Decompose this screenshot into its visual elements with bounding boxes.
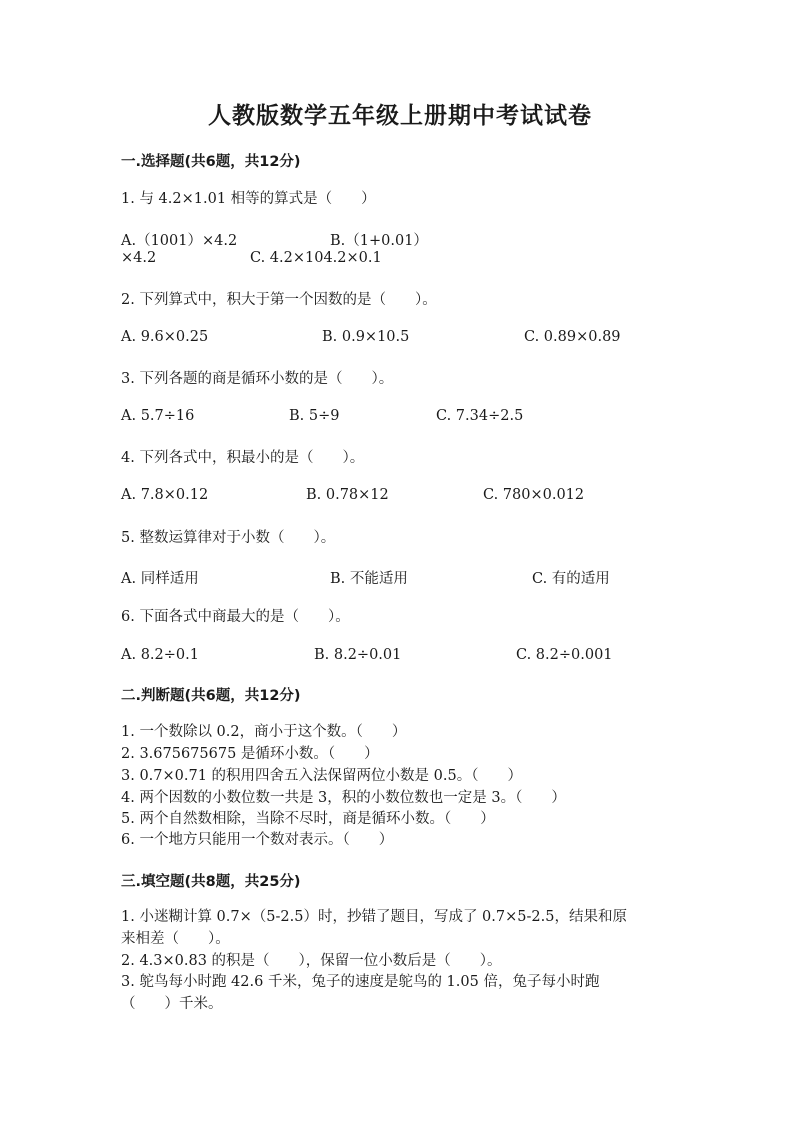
option-a: A. 5.7÷16: [121, 408, 195, 424]
fill-item-line: 1. 小迷糊计算 0.7×（5-2.5）时，抄错了题目，写成了 0.7×5-2.5，结果和原: [121, 909, 627, 925]
option-c: C. 7.34÷2.5: [436, 408, 524, 424]
question-stem: 1. 与 4.2×1.01 相等的算式是（ ）: [121, 191, 376, 207]
option-b: B. 5÷9: [289, 408, 340, 424]
fill-item-line: 2. 4.3×0.83 的积是（ ），保留一位小数后是（ ）。: [121, 953, 502, 969]
question-stem: 3. 下列各题的商是循环小数的是（ ）。: [121, 371, 394, 387]
judgement-item: 2. 3.675675675 是循环小数。（ ）: [121, 746, 379, 762]
option-a: A. 8.2÷0.1: [121, 647, 199, 663]
question-stem: 4. 下列各式中，积最小的是（ ）。: [121, 450, 365, 466]
section-heading-true-false: 二.判断题(共6题，共12分): [121, 688, 301, 704]
judgement-item: 5. 两个自然数相除，当除不尽时，商是循环小数。（ ）: [121, 811, 495, 827]
option-a: A. 9.6×0.25: [121, 329, 209, 345]
option-c: C. 780×0.012: [483, 487, 585, 503]
option-a: A. 同样适用: [121, 571, 199, 587]
section-heading-fill-blank: 三.填空题(共8题，共25分): [121, 874, 301, 890]
judgement-item: 6. 一个地方只能用一个数对表示。（ ）: [121, 832, 394, 848]
option-a: A. 7.8×0.12: [121, 487, 209, 503]
option-c: C. 4.2×104.2×0.1: [250, 250, 382, 266]
page-title: 人教版数学五年级上册期中考试试卷: [208, 102, 592, 129]
question-stem: 5. 整数运算律对于小数（ ）。: [121, 530, 336, 546]
judgement-item: 3. 0.7×0.71 的积用四舍五入法保留两位小数是 0.5。（ ）: [121, 768, 522, 784]
option-c: C. 0.89×0.89: [524, 329, 621, 345]
option-c: C. 8.2÷0.001: [516, 647, 613, 663]
fill-item-line: （ ）千米。: [121, 996, 223, 1012]
option-b: B. 0.78×12: [306, 487, 389, 503]
option-a: A.（1001）×4.2: [121, 233, 238, 249]
option-b: B.（1+0.01）: [330, 233, 428, 249]
judgement-item: 1. 一个数除以 0.2，商小于这个数。（ ）: [121, 724, 407, 740]
option-b: B. 8.2÷0.01: [314, 647, 402, 663]
question-stem: 6. 下面各式中商最大的是（ ）。: [121, 609, 350, 625]
judgement-item: 4. 两个因数的小数位数一共是 3，积的小数位数也一定是 3。（ ）: [121, 790, 566, 806]
option-c: C. 有的适用: [532, 571, 610, 587]
section-heading-multiple-choice: 一.选择题(共6题，共12分): [121, 154, 301, 170]
fill-item-line: 3. 鸵鸟每小时跑 42.6 千米，兔子的速度是鸵鸟的 1.05 倍，兔子每小时跑: [121, 974, 600, 990]
fill-item-line: 来相差（ ）。: [121, 931, 230, 947]
option-b-continued: ×4.2: [121, 250, 157, 266]
question-stem: 2. 下列算式中，积大于第一个因数的是（ ）。: [121, 292, 437, 308]
option-b: B. 不能适用: [330, 571, 408, 587]
option-b: B. 0.9×10.5: [322, 329, 410, 345]
